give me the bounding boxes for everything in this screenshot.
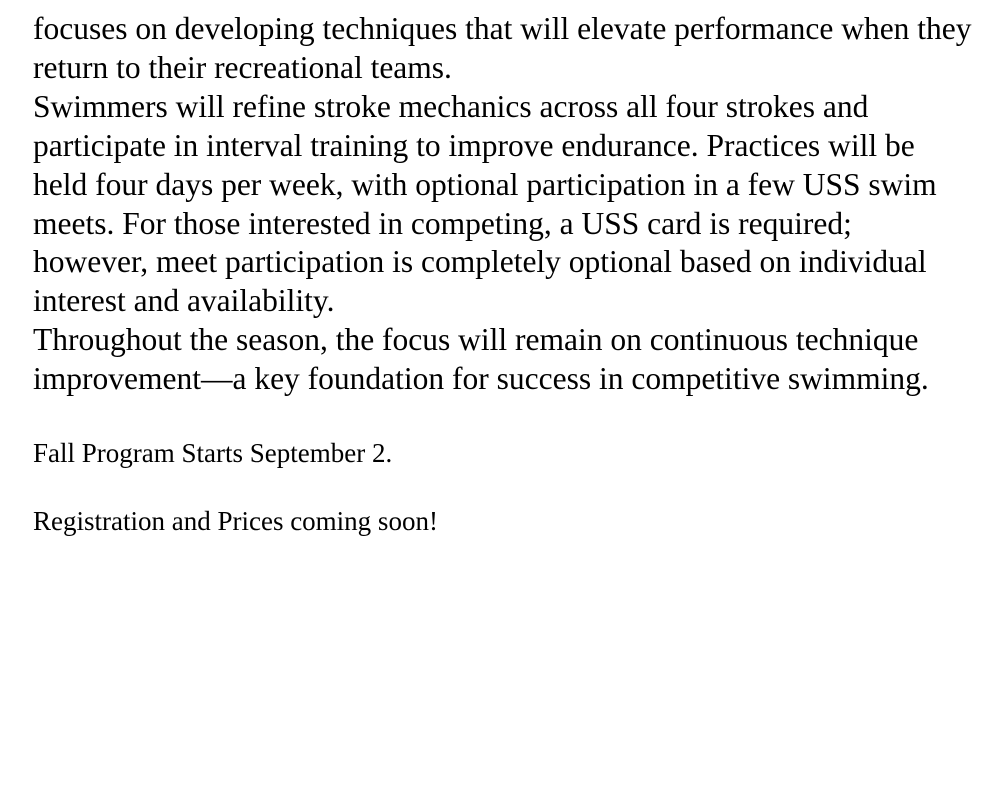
registration-notice: Registration and Prices coming soon! xyxy=(33,506,438,537)
description-paragraph-1: focuses on developing techniques that will elevate performance when they return to their recreational teams. xyxy=(33,11,972,85)
program-description xyxy=(33,10,973,538)
program-start-notice: Fall Program Starts September 2. xyxy=(33,438,393,469)
description-paragraph-3: Throughout the season, the focus will remain on continuous technique improvement—a key foundation for success in competitive swimming. xyxy=(33,322,929,397)
description-paragraph-2: Swimmers will refine stroke mechanics across all four strokes and participate in interval training to improve endurance. Practices will be held four days per week, with optional participation in a few USS swim meets. For those interested in competing, a USS card is required; however, meet participation is completely optional based on individual interest and availability. xyxy=(33,88,937,319)
